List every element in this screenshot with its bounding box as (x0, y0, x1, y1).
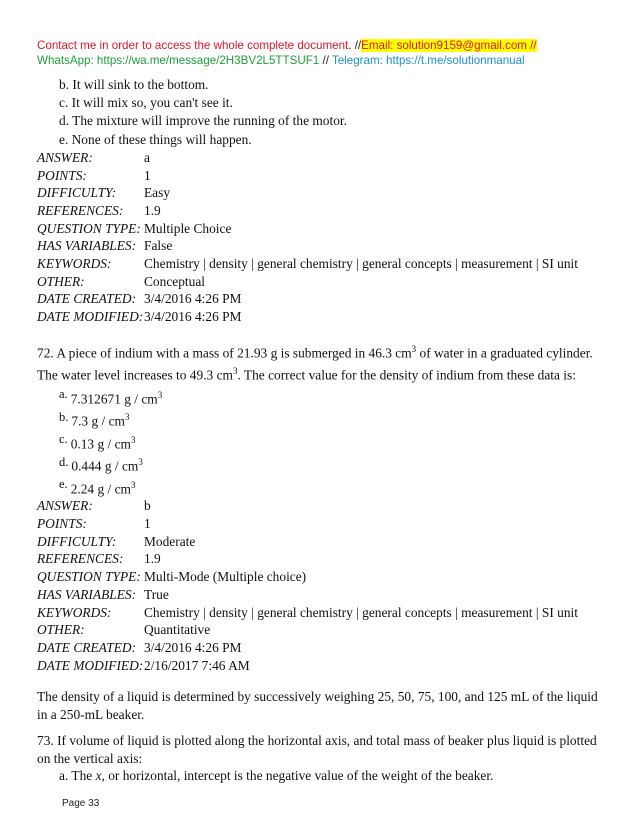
meta-value: Multi-Mode (Multiple choice) (144, 569, 307, 585)
option-label: c. (59, 432, 68, 447)
meta-row (37, 639, 607, 657)
meta-row (37, 533, 607, 551)
q73-question: 73. If volume of liquid is plotted along the horizontal axis, and total mass of beaker plus liquid is plotted on the vertical axis: (37, 733, 597, 766)
q72-options (37, 385, 607, 498)
meta-key: OTHER: (37, 622, 85, 638)
meta-value: 3/4/2016 4:26 PM (144, 309, 242, 325)
meta-row (37, 290, 607, 308)
meta-value: Chemistry | density | general chemistry | general concepts | measurement | SI unit (144, 604, 578, 620)
meta-row (37, 202, 607, 220)
meta-key: OTHER: (37, 273, 85, 289)
meta-value: 3/4/2016 4:26 PM (144, 639, 242, 655)
option-value: 0.13 g / $cm^3$ (70, 434, 136, 452)
meta-row (37, 149, 607, 167)
document-body (37, 76, 607, 785)
meta-value: 2/16/2017 7:46 AM (144, 657, 250, 673)
option-value: 2.24 g / $cm^3$ (70, 479, 136, 497)
q72-question: 72. A piece of indium with a mass of 21.93 g is submerged in 46.3 $cm^3$ of water in a graduated cylinder. The water level increases to 49.3 $cm^3$. The correct value for the density of indium from these data is: (37, 343, 593, 383)
meta-key: QUESTION TYPE: (37, 220, 141, 236)
meta-row (37, 273, 607, 291)
meta-value: 1.9 (144, 551, 161, 567)
meta-row (37, 220, 607, 238)
meta-value: Quantitative (144, 622, 211, 638)
q72-option-b (37, 407, 607, 430)
meta-key: HAS VARIABLES: (37, 586, 137, 602)
q71-option-e: e. None of these things will happen. (59, 131, 252, 147)
option-value: 7.3 g / $cm^3$ (71, 412, 130, 429)
meta-key: DATE CREATED: (37, 639, 137, 655)
meta-key: QUESTION TYPE: (37, 569, 141, 585)
meta-value: Multiple Choice (144, 220, 232, 236)
option-label: e. (59, 477, 68, 492)
meta-key: DIFFICULTY: (37, 533, 117, 549)
meta-value: True (144, 586, 169, 602)
meta-key: DATE MODIFIED: (37, 309, 144, 325)
meta-key: KEYWORDS: (37, 256, 112, 272)
meta-row (37, 184, 607, 202)
q71-option-c: c. It will mix so, you can't see it. (59, 95, 233, 111)
banner-line-2 (37, 53, 617, 68)
banner-line-1 (37, 38, 617, 53)
meta-row (37, 255, 607, 273)
meta-row (37, 167, 607, 185)
meta-key: KEYWORDS: (37, 604, 112, 620)
meta-row (37, 604, 607, 622)
option-label: a. (59, 387, 68, 402)
telegram-link[interactable]: Telegram: https://t.me/solutionmanual (331, 54, 525, 67)
intro-paragraph: The density of a liquid is determined by successively weighing 25, 50, 75, 100, and 125 mL of the liquid in a 250-mL beaker. (37, 689, 598, 722)
q71-option-d: d. The mixture will improve the running of the motor. (59, 113, 347, 129)
meta-key: ANSWER: (37, 498, 93, 514)
q72-option-a (37, 385, 607, 408)
meta-key: DATE MODIFIED: (37, 657, 144, 673)
meta-row (37, 568, 607, 586)
whatsapp-link[interactable]: WhatsApp: https://wa.me/message/2H3BV2L5TTSUF1 (37, 54, 320, 67)
meta-value: 3/4/2016 4:26 PM (144, 291, 242, 307)
contact-text: Contact me in order to access the whole complete document (37, 39, 349, 52)
meta-row (37, 586, 607, 604)
meta-key: HAS VARIABLES: (37, 238, 137, 254)
meta-value: False (144, 238, 173, 254)
q71-option-b: b. It will sink to the bottom. (59, 77, 209, 92)
meta-key: ANSWER: (37, 149, 93, 165)
meta-value: Conceptual (144, 273, 205, 289)
meta-value: b (144, 498, 151, 514)
meta-value: 1 (144, 515, 151, 531)
meta-value: 1.9 (144, 202, 161, 218)
q72-option-d (37, 452, 607, 475)
meta-row (37, 497, 607, 515)
meta-value: Easy (144, 185, 171, 201)
q71-metadata (37, 149, 607, 326)
meta-key: DIFFICULTY: (37, 185, 117, 201)
q71-options (37, 76, 607, 149)
banner-separator: . // (348, 39, 362, 52)
meta-key: REFERENCES: (37, 202, 124, 218)
meta-row (37, 550, 607, 568)
meta-value: a (144, 149, 150, 165)
meta-row (37, 308, 607, 326)
q72-option-e (37, 475, 607, 498)
meta-value: Chemistry | density | general chemistry | general concepts | measurement | SI unit (144, 256, 578, 272)
meta-key: POINTS: (37, 515, 87, 531)
option-value: 7.312671 g / $cm^3$ (70, 389, 163, 407)
meta-value: Moderate (144, 533, 196, 549)
option-value: 0.444 g / $cm^3$ (71, 457, 143, 474)
contact-banner (37, 38, 617, 68)
meta-row (37, 621, 607, 639)
q72-metadata (37, 497, 607, 674)
banner-separator-2: // (319, 54, 332, 67)
meta-row (37, 657, 607, 675)
meta-key: DATE CREATED: (37, 291, 137, 307)
page-number: Page 33 (62, 798, 100, 809)
q72-option-c (37, 430, 607, 453)
meta-key: REFERENCES: (37, 551, 124, 567)
meta-row (37, 237, 607, 255)
email-link[interactable]: Email: solution9159@gmail.com // (361, 39, 537, 52)
option-label: b. (59, 409, 69, 424)
q73-option-a: a. The x, or horizontal, intercept is the negative value of the weight of the beaker. (59, 768, 494, 784)
meta-row (37, 515, 607, 533)
meta-key: POINTS: (37, 167, 87, 183)
meta-value: 1 (144, 167, 151, 183)
option-label: d. (59, 454, 69, 469)
